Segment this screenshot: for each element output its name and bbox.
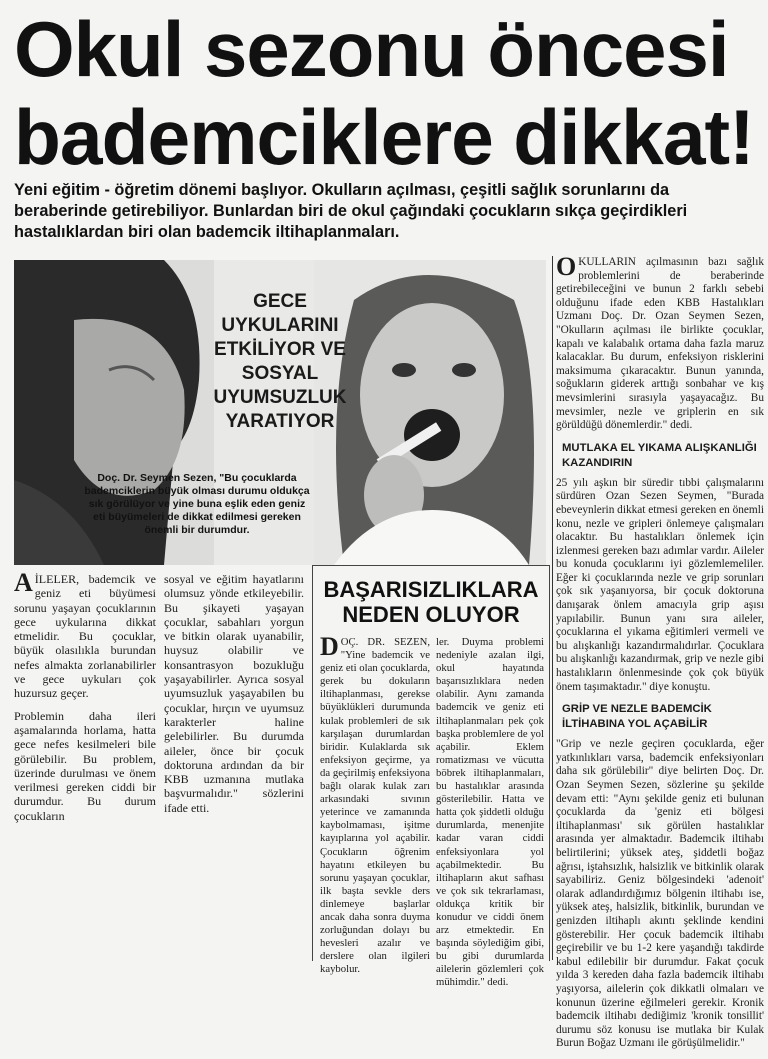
right-paragraph-2: 25 yılı aşkın bir süredir tıbbi çalışmalarını sürdüren Ozan Sezen Seymen, "Burada ebeveynlerin dikkat etmesi gereken en önemli konu, nezle ve gripleri önlemeye çalışmaları olacaktır. Bu hastalıkları önlemek için izlenmesi gereken bazı adımlar vardır. Aileler bu konuda çocuklarını iyi gözlemlemeliler. Eğer ki çocuklarında nezle ve grip sorunları çok sık yaşanıyorsa, bir çocuk doktoruna danışarak önlem amacıyla grip aşısı yapılabilir. Bunun yanı sıra aileler, çocuklarına el yıkama eğitimleri vermeli ve bu alışkanlığı kazandırmalıdırlar. Çocuklara bu alışkanlığı kazandırmak, grip ve nezle gibi hastalıkların önlenmesinde çok çok büyük önem taşımaktadır." diye konuştu. xyxy=(556,476,764,693)
sidebar-column-2 xyxy=(436,636,544,998)
body-column-right xyxy=(556,252,764,1059)
col1-paragraph-2: Problemin daha ileri aşamalarında horlama, hatta gece nefes kesilmeleri bile görülebilir. Bu problem, üzerinde durulması ve önem verilmesi gereken ciddi bir durumdur. Bu durum çocukların xyxy=(14,708,156,823)
subheading-flu-tonsil: GRİP VE NEZLE BADEMCİK İLTİHABINA YOL AÇABİLİR xyxy=(562,703,712,731)
col1-paragraph-1: İLELER, bademcik ve geniz eti büyümesi sorunu yaşayan çocuklarının gece uykularına dikkat etmelidir. Bu çocuklar, büyük olasılıkla burundan nefes almakta zorlanabilirler ve gece uykuları çok huzursuz geçer. xyxy=(14,572,156,701)
headline-line-1: Okul sezonu öncesi xyxy=(14,5,729,93)
body-column-1 xyxy=(14,568,156,831)
headline-line-2: bademciklere dikkat! xyxy=(14,93,754,181)
column-divider xyxy=(552,256,553,960)
sidebar-col2-text: ler. Duyma problemi nedeniyle azalan ilgi, okul hayatında başarısızlıklara neden olabilir. Aynı zamanda bademcik ve geniz eti iltihaplanmaları pek çok başka problemlere de yol açabilir. Eklem romatizması ve vücutta böbrek iltihaplanmaları, bu hastalıklar arasında gösterilebilir. Hatta ve hatta çok şiddetli olduğu durumlarda, menenjite kadar varan ciddi enfeksiyonlara yol açabilmektedir. Bu iltihapların akut safhası ve çok sık tekrarlaması, oldukça kritik bir konudur ve ciddi önem arz etmektedir. En başında söylediğim gibi, bu gibi durumlarda ailelerin gözlemleri çok mühimdir." dedi. xyxy=(436,636,544,989)
dropcap: D xyxy=(320,632,339,661)
photo-callout-heading: GECE UYKULARINI ETKİLİYOR VE SOSYAL UYUMSUZLUK YARATIYOR xyxy=(213,291,347,432)
photo-quote: Doç. Dr. Seymen Sezen, "Bu çocuklarda bademciklerin büyük olması durumu oldukça sık görülüyor ve yine buna eşlik eden geniz eti büyümeleri de dikkat edilmesi gereken önemli bir durumdur. xyxy=(84,472,310,536)
subheading-hand-washing: MUTLAKA EL YIKAMA ALIŞKANLIĞI KAZANDIRIN xyxy=(562,441,757,469)
right-paragraph-3: "Grip ve nezle geçiren çocuklarda, eğer yatkınlıkları varsa, bademcik enfeksiyonları daha sık görülebilir" diye belirten Doç. Dr. Ozan Seymen Sezen, sözlerine şu şekilde devam etti: "Aynı şekilde geniz eti bulunan çocuklarda da 'geniz eti bölgesi iltihaplanması' sık görülen hastalıklar arasında yer almaktadır. Bademcik iltihabı belirtilerini; yüksek ateş, şiddetli boğaz ağrısı, iştahsızlık, halsizlik ve bitkinlik olarak sayabiliriz. Geniz bölgesindeki 'adenoit' olarak adlandırdığımız bölgenin iltihabı ise, yüksek ateş, halsizlik, bitkinlik, burundan ve genizden iltihaplı akıntı şeklinde kendini gösterebilir. Her çocuk bademcik iltihabı geçirebilir ve bu 1-2 kere yaşandığı takdirde kabul edilebilir bir durumdur. Fakat çocuk yılda 3 kereden daha fazla bademcik iltihabı yaşıyorsa, ailelerin çok dikkatli olmaları ve konunun üzerine eğilmeleri gerekir. Kronik bademcik iltihabı dediğimiz 'kronik tonsillit' durumu söz konusu ise mutlaka bir Kulak Burun Boğaz Uzmanı ile görüşülmelidir." xyxy=(556,738,764,1050)
dropcap: O xyxy=(556,252,577,281)
lede-paragraph: Yeni eğitim - öğretim dönemi başlıyor. Okulların açılması, çeşitli sağlık sorunlarını da beraberinde getirebiliyor. Bunlardan biri de okul çağındaki çocukların sıkça geçirdikleri hastalıklardan biri olan bademcik iltihaplanmaları. xyxy=(14,181,688,241)
right-paragraph-1: KULLARIN açılmasının bazı sağlık problemlerini de beraberinde getirebileceğini ve bunun 2 farklı sebebi olduğunu ifade eden KBB Hastalıkları Uzmanı Doç. Dr. Ozan Seymen Sezen, "Okulların açılması ile birlikte çocuklar, kapalı ve kalabalık ortama daha fazla maruz kalacaklar. Bu durum, enfeksiyon risklerini maksimuma çıkaracaktır. Bunun yanında, soğukların giderek arttığı sonbahar ve kış mevsimlerini sırasıyla yaşayacağız. Bu mevsimler, nezle ve griplerin en sık görüldüğü dönemlerdir." dedi. xyxy=(556,256,764,432)
sidebar-box-title: BAŞARISIZLIKLARA NEDEN OLUYOR xyxy=(323,577,539,627)
body-column-2 xyxy=(164,572,304,823)
col2-paragraph: sosyal ve eğitim hayatlarını olumsuz yönde etkileyebilir. Bu şikayeti yaşayan çocuklar, sabahları yorgun ve bitkin olarak uyanabilir, huysuz olabilir ve konsantrasyon bozukluğu yaşayabilirler. Ayrıca sosyal uyumsuzluk yaşayabilen bu çocuklar, hırçın ve uyumsuz karakterler haline gelebilirler. Bu durumda aileler, önce bir çocuk doktoruna ardından da bir KBB uzmanına mutlaka başvurmalıdır." sözlerini ifade etti. xyxy=(164,572,304,815)
sidebar-col1-text: OÇ. DR. SEZEN, "Yine bademcik ve geniz eti olan çocuklarda, gerek bu dokuların iltihaplanması, gerekse büyüklükleri durumunda kulak problemleri de sık karşılaşan durumlardan biridir. Kulaklarda sık enfeksiyon geçirme, ya da geçirilmiş enfeksiyona bağlı olarak kulak zarı arkasındaki sıvının yeterince ve zamanında kaybolmaması, işitme kayıplarına yol açabilir. Çocukların öğrenim hayatını etkileyen bu sorunu yaşayan çocuklar, ilk başta sevkle ders dinlemeye başlarlar ancak daha sonra duyma zorluğundan dolayı bu hevesleri azalır ve derslere olan ilgileri kaybolur. xyxy=(320,636,430,976)
sidebar-column-1 xyxy=(320,632,430,984)
dropcap: A xyxy=(14,568,33,597)
